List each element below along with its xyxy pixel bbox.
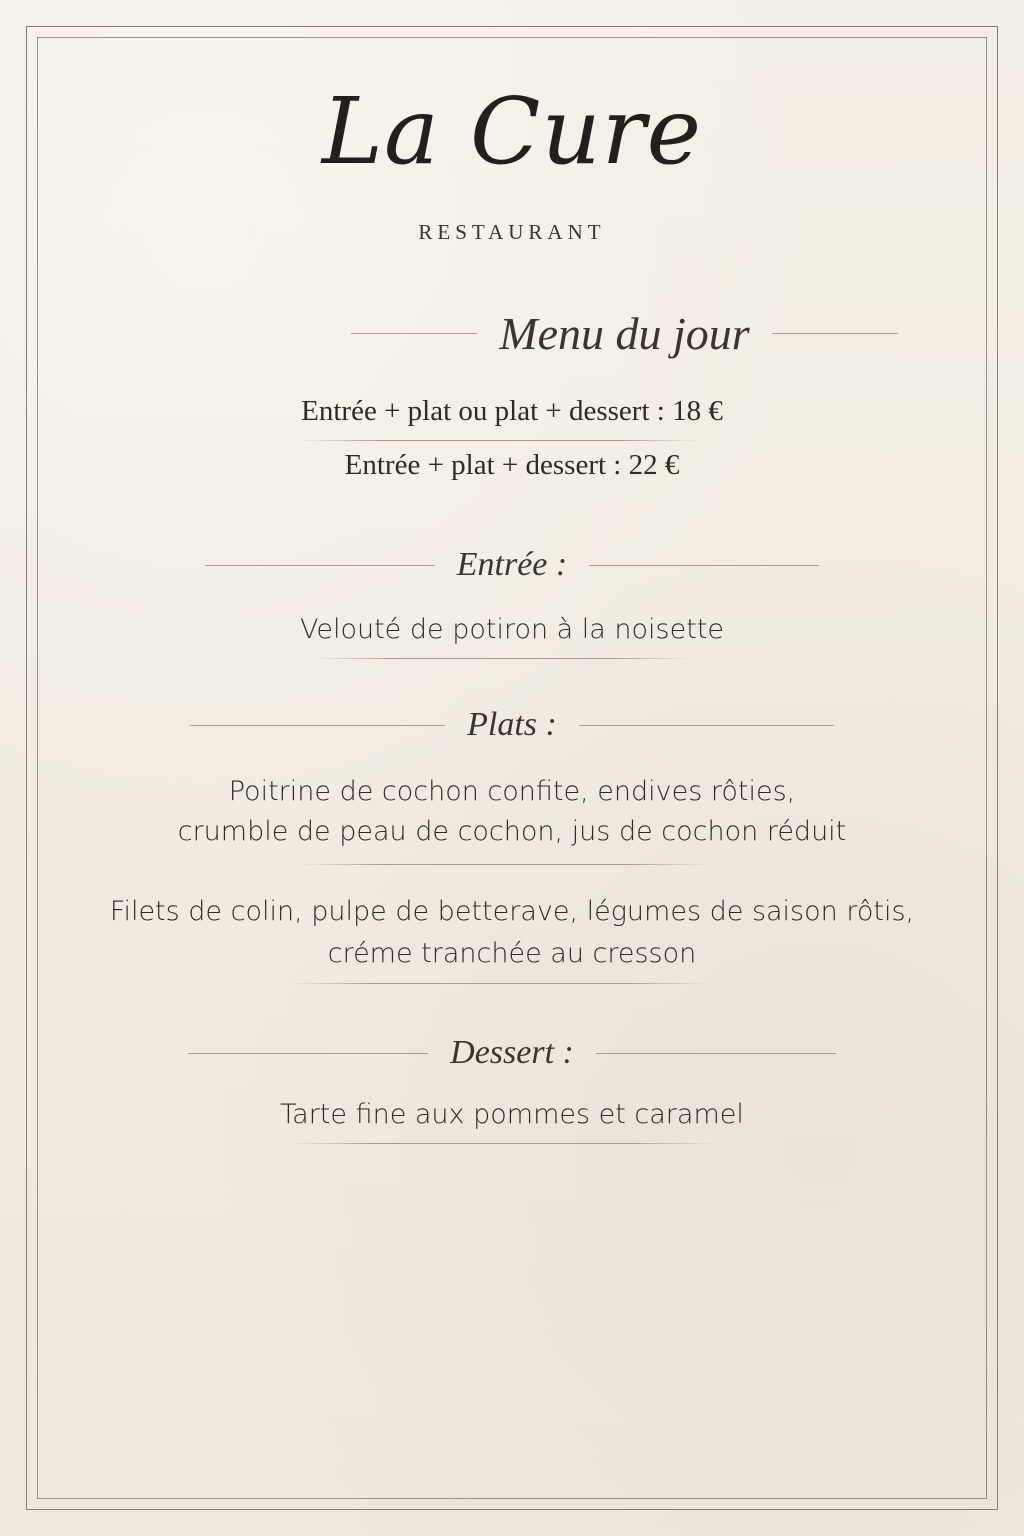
menu-title-text: Menu du jour — [499, 307, 750, 359]
title-rule-left — [351, 333, 477, 334]
plats-rule-right — [579, 725, 834, 726]
restaurant-subtitle: RESTAURANT — [418, 220, 606, 244]
plat-1-line-1: Poitrine de cochon confite, endives rôties, — [228, 776, 796, 807]
entree-item: Velouté de potiron à la noisette — [299, 614, 725, 645]
entree-rule-left — [205, 565, 435, 566]
entree-rule-right — [589, 565, 819, 566]
plats-rule-left — [190, 725, 445, 726]
dessert-rule-left — [188, 1053, 428, 1054]
plat-divider-1 — [300, 864, 710, 865]
dessert-heading — [0, 1025, 1024, 1081]
dessert-rule-right — [596, 1053, 836, 1054]
title-rule-right — [772, 333, 898, 334]
dessert-divider — [290, 1143, 715, 1144]
plats-title-text: Plats : — [467, 706, 557, 743]
price-divider — [300, 440, 700, 441]
plat-2-line-1: Filets de colin, pulpe de betterave, légumes de saison rôtis, — [109, 896, 915, 927]
menu-title — [0, 305, 1024, 361]
restaurant-logo: La Cure — [321, 78, 703, 185]
plat-1-line-2: crumble de peau de cochon, jus de cochon réduit — [177, 816, 847, 847]
price-line-2: Entrée + plat + dessert : 22 € — [344, 449, 680, 481]
dessert-item: Tarte fine aux pommes et caramel — [280, 1099, 744, 1130]
dessert-title-text: Dessert : — [450, 1034, 574, 1071]
plat-divider-2 — [290, 983, 710, 984]
plats-heading — [0, 697, 1024, 753]
entree-heading — [0, 537, 1024, 593]
inner-border — [37, 37, 987, 1499]
price-line-1: Entrée + plat ou plat + dessert : 18 € — [301, 395, 723, 427]
entree-title-text: Entrée : — [456, 546, 568, 583]
entree-divider — [315, 658, 690, 659]
plat-2-line-2: créme tranchée au cresson — [327, 938, 697, 969]
